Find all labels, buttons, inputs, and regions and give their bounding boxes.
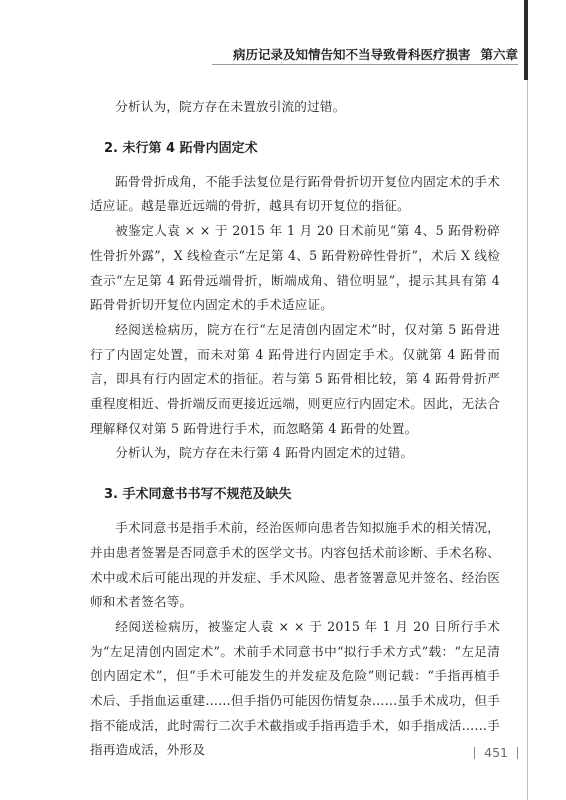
paragraph: 被鉴定人袁 × × 于 2015 年 1 月 20 日术前见“第 4、5 跖骨粉碎性骨折外露”，X 线检查示“左足第 4、5 跖骨粉碎性骨折”，术后 X 线检查示“左足第 4 跖骨远端骨折，断端成角、错位明显”，提示其具有第 4 跖骨骨折切开复位内固定术的手术适应证。 (90, 223, 500, 313)
header-rule (212, 64, 518, 65)
folio-tick-right (517, 747, 518, 759)
paragraph: 分析认为，院方存在未置放引流的过错。 (115, 99, 346, 114)
paragraph: 经阅送检病历，院方在行“左足清创内固定术”时，仅对第 5 跖骨进行了内固定处置，而未对第 4 跖骨进行内固定手术。仅就第 4 跖骨而言，即具有行内固定术的指征。若与第 5 跖骨相比较，第 4 跖骨骨折严重程度相近、骨折端反而更接近远端，则更应行内固定术。因此，无法合理解释仅对第 5 跖骨进行手术，而忽略第 4 跖骨的处置。 (90, 321, 500, 436)
page-edge-rule (527, 0, 528, 800)
folio-tick-left (474, 747, 475, 759)
paragraph: 分析认为，院方存在未行第 4 跖骨内固定术的过错。 (115, 445, 414, 461)
book-title: 病历记录及知情告知不当导致骨科医疗损害 (232, 47, 471, 62)
paragraph: 跖骨骨折成角，不能手法复位是行跖骨骨折切开复位内固定术的手术适应证。越是靠近远端的骨折，越具有切开复位的指征。 (90, 173, 500, 214)
chapter-label: 第六章 (480, 47, 518, 62)
section-heading: 2. 未行第 4 跖骨内固定术 (104, 140, 258, 156)
page-body (90, 95, 500, 763)
page-number: 451 (484, 745, 508, 760)
chapter-tab-marker (524, 0, 528, 80)
paragraph: 经阅送检病历，被鉴定人袁 × × 于 2015 年 1 月 20 日所行手术为“左足清创内固定术”。术前手术同意书中“拟行手术方式”载：“左足清创内固定术”，但“手术可能发生的并发症及危险”则记载：“手指再植手术后、手指血运重建……但手指仍可能因伤情复杂……虽手术成功，但手指不能成活，此时需行二次手术截指或手指再造手术，如手指成活……手指再造成活，外形及 (90, 618, 500, 758)
page-footer (474, 745, 518, 760)
running-header (233, 45, 518, 63)
paragraph: 手术同意书是指手术前，经治医师向患者告知拟施手术的相关情况，并由患者签署是否同意手术的医学文书。内容包括术前诊断、手术名称、术中或术后可能出现的并发症、手术风险、患者签署意见并签名、经治医师和术者签名等。 (90, 520, 500, 610)
section-heading: 3. 手术同意书书写不规范及缺失 (104, 487, 292, 503)
